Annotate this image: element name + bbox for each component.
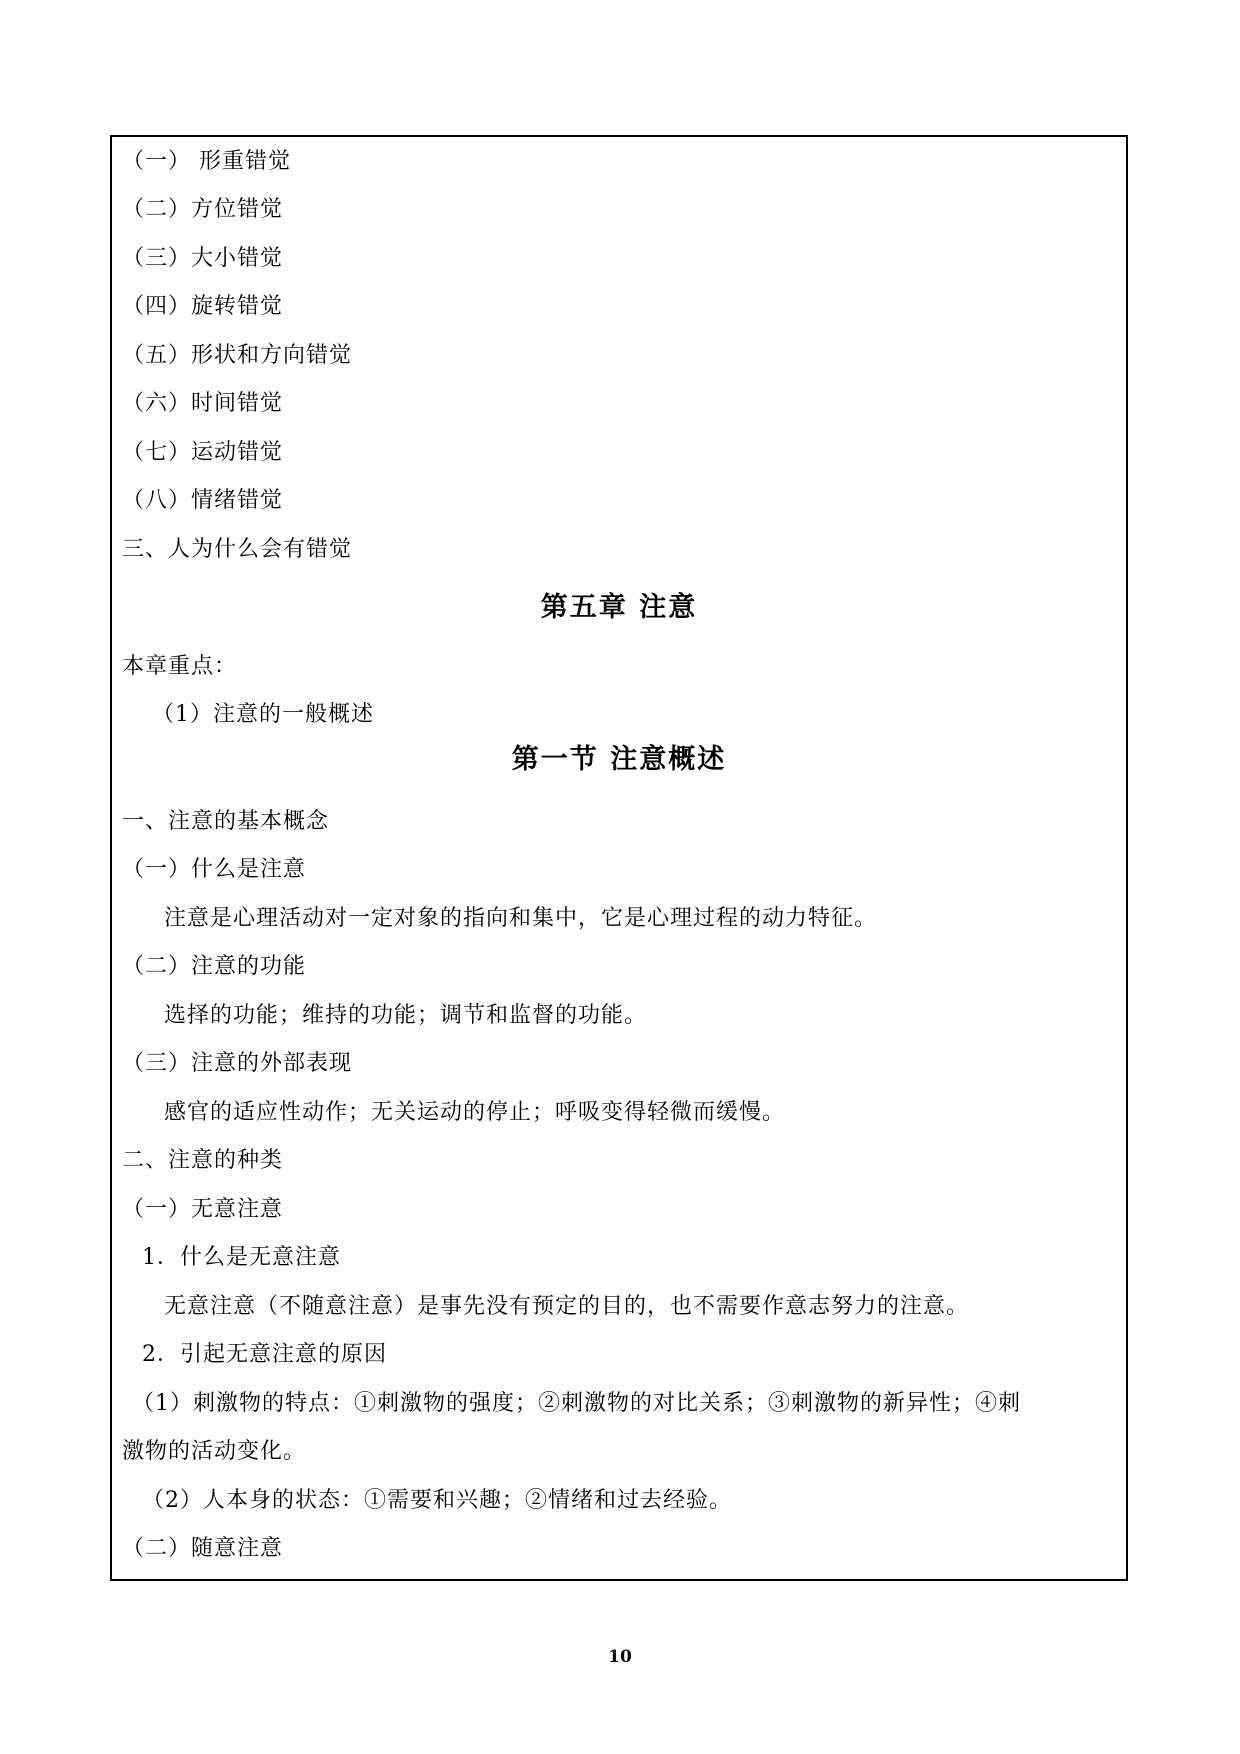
text-line: 注意是心理活动对一定对象的指向和集中，它是心理过程的动力特征。	[164, 906, 878, 931]
text-line: 激物的活动变化。	[122, 1439, 307, 1464]
text-line: 选择的功能；维持的功能；调节和监督的功能。	[164, 1003, 648, 1028]
text-line: 1．什么是无意注意	[142, 1245, 341, 1270]
text-line: （三）注意的外部表现	[122, 1051, 353, 1076]
text-line: （六）时间错觉	[122, 391, 284, 416]
page-number: 10	[608, 1647, 632, 1667]
text-line: （七）运动错觉	[122, 440, 284, 465]
text-line: 三、人为什么会有错觉	[122, 537, 353, 562]
text-line: 一、注意的基本概念	[122, 809, 330, 834]
text-line: （三）大小错觉	[122, 246, 284, 271]
text-line: 感官的适应性动作；无关运动的停止；呼吸变得轻微而缓慢。	[164, 1100, 786, 1125]
text-line: （一） 形重错觉	[122, 149, 291, 174]
text-line: （1）注意的一般概述	[152, 702, 374, 727]
text-line: （二）注意的功能	[122, 954, 307, 979]
text-line: （五）形状和方向错觉	[122, 343, 353, 368]
text-line: （2）人本身的状态：①需要和兴趣；②情绪和过去经验。	[142, 1488, 732, 1513]
text-line: （一）什么是注意	[122, 857, 307, 882]
text-line: 无意注意（不随意注意）是事先没有预定的目的，也不需要作意志努力的注意。	[164, 1294, 970, 1319]
text-line: 2．引起无意注意的原因	[142, 1342, 387, 1367]
text-line: 二、注意的种类	[122, 1148, 284, 1173]
text-line: （一）无意注意	[122, 1197, 284, 1222]
text-line: 本章重点：	[122, 654, 238, 679]
section-title: 第一节 注意概述	[511, 744, 727, 775]
text-line: （二）随意注意	[122, 1536, 284, 1561]
content-frame	[110, 135, 1128, 1581]
text-line: （二）方位错觉	[122, 197, 284, 222]
chapter-title: 第五章 注意	[540, 592, 698, 623]
text-line: （八）情绪错觉	[122, 488, 284, 513]
text-line: （四）旋转错觉	[122, 294, 284, 319]
text-line: （1）刺激物的特点：①刺激物的强度；②刺激物的对比关系；③刺激物的新异性；④刺	[132, 1391, 1021, 1416]
